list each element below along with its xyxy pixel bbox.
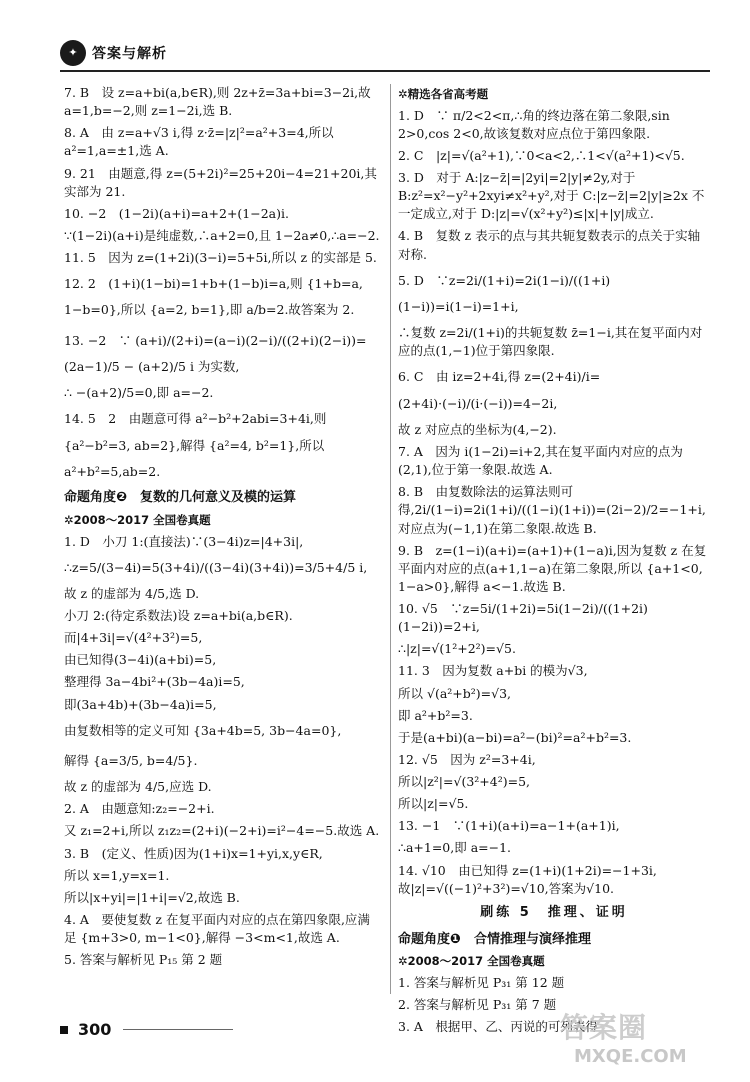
right-column: [398, 84, 710, 1041]
square-bullet-icon: [60, 1026, 68, 1034]
answer-line: 解得 {a=3/5, b=4/5}.: [64, 752, 198, 768]
section-title: 命题角度❶ 合情推理与演绎推理: [398, 931, 592, 947]
answer-line: 13. −1 ∵(1+i)(a+i)=a−1+(a+1)i,: [398, 818, 620, 834]
answer-line: 2. C |z|=√(a²+1),∵0<a<2,∴1<√(a²+1)<√5.: [398, 147, 685, 163]
answer-line: 11. 5 因为 z=(1+2i)(3−i)=5+5i,所以 z 的实部是 5.: [64, 250, 377, 265]
answer-line: 小刀 2:(待定系数法)设 z=a+bi(a,b∈R).: [64, 608, 293, 624]
book-emblem-icon: ✦: [60, 40, 86, 66]
answer-line: 3. A 根据甲、乙、丙说的可列表得: [398, 1019, 598, 1035]
answer-line: 于是(a+bi)(a−bi)=a²−(bi)²=a²+b²=3.: [398, 729, 632, 745]
answer-line: 10. √5 ∵z=5i/(1+2i)=5i(1−2i)/((1+2i)(1−2i))=2+i,: [398, 601, 648, 635]
answer-line: 14. 5 2 由题意可得 a²−b²+2abi=3+4i,则 {a²−b²=3, ab=2},解得 {a²=4, b²=1},所以 a²+b²=5,ab=2.: [64, 411, 331, 479]
column-divider: [390, 84, 391, 994]
answer-line: 整理得 3a−4bi²+(3b−4a)i=5,: [64, 674, 245, 690]
answer-line: 所以 x=1,y=x=1.: [64, 867, 170, 883]
watermark-brand: 答案圈: [560, 1011, 648, 1044]
answer-line: 7. A 因为 i(1−2i)=i+2,其在复平面内对应的点为(2,1),位于第一象限.故选 A.: [398, 444, 683, 478]
answer-line: ∵(1−2i)(a+i)是纯虚数,∴a+2=0,且 1−2a≠0,∴a=−2.: [64, 227, 380, 243]
section-subtitle: ✲精选各省高考题: [398, 87, 489, 101]
answer-line: 11. 3 因为复数 a+bi 的模为√3,: [398, 663, 588, 679]
answer-line: 8. B 由复数除法的运算法则可得,2i/(1−i)=2i(1+i)/((1−i)(1+i))=(2i−2)/2=−1+i,对应点为(−1,1)在第二象限.故选 B.: [398, 484, 706, 536]
answer-line: 10. −2 (1−2i)(a+i)=a+2+(1−2a)i.: [64, 205, 289, 221]
page-header: [0, 36, 750, 76]
answer-line: 6. C 由 iz=2+4i,得 z=(2+4i)/i=(2+4i)·(−i)/(i·(−i))=4−2i,: [398, 369, 601, 411]
answer-line: ∴复数 z=2i/(1+i)的共轭复数 z̄=1−i,其在复平面内对应的点(1,−1)位于第四象限.: [398, 325, 703, 359]
answer-line: 7. B 设 z=a+bi(a,b∈R),则 2z+z̄=3a+bi=3−2i,故 a=1,b=−2,则 z=1−2i,选 B.: [64, 85, 375, 119]
section-title: 命题角度❷ 复数的几何意义及模的运算: [64, 490, 297, 505]
answer-line: ∴a+1=0,即 a=−1.: [398, 840, 512, 856]
answer-line: 4. B 复数 z 表示的点与其共轭复数表示的点关于实轴对称.: [398, 228, 701, 262]
answer-line: 故 z 对应点的坐标为(4,−2).: [398, 421, 557, 437]
answer-line: 而|4+3i|=√(4²+3²)=5,: [64, 630, 203, 646]
answer-line: 所以 √(a²+b²)=√3,: [398, 685, 512, 701]
page-footer: [60, 1018, 233, 1041]
header-rule: [60, 70, 710, 72]
answer-line: 1. D ∵ π/2<2<π,∴角的终边落在第二象限,sin 2>0,cos 2<0,故该复数对应点位于第四象限.: [398, 107, 674, 141]
section-subtitle: ✲2008～2017 全国卷真题: [64, 512, 211, 527]
practice-title: 刷练 5 推理、证明: [480, 904, 628, 920]
page-number: 300: [77, 1020, 112, 1039]
section-subtitle: ✲2008～2017 全国卷真题: [398, 954, 545, 969]
answer-line: 3. D 对于 A:|z−z̄|=|2yi|=2|y|≠2y,对于 B:z²=x²−y²+2xyi≠x²+y²,对于 C:|z−z̄|=2|y|≥2x 不一定成立,对于 D:|z|=√(x²+y²)≤|x|+|y|成立.: [398, 170, 705, 222]
answer-line: 2. A 由题意知:z₂=−2+i.: [64, 801, 215, 817]
answer-line: 12. √5 因为 z²=3+4i,: [398, 751, 536, 767]
answer-line: 由复数相等的定义可知 {3a+4b=5, 3b−4a=0},: [64, 722, 342, 738]
answer-line: 故 z 的虚部为 4/5,应选 D.: [64, 779, 212, 795]
answer-line: ∴ −(a+2)/5=0,即 a=−2.: [64, 385, 214, 401]
answer-line: 即 a²+b²=3.: [398, 707, 473, 723]
answer-line: 13. −2 ∵ (a+i)/(2+i)=(a−i)(2−i)/((2+i)(2−i))=(2a−1)/5 − (a+2)/5 i 为实数,: [64, 332, 367, 374]
answer-line: ∴|z|=√(1²+2²)=√5.: [398, 641, 516, 657]
answer-line: 8. A 由 z=a+√3 i,得 z·z̄=|z|²=a²+3=4,所以 a²=1,a=±1,选 A.: [64, 125, 338, 159]
answer-line: 9. 21 由题意,得 z=(5+2i)²=25+20i−4=21+20i,其实部为 21.: [64, 165, 377, 199]
left-column: [64, 84, 382, 973]
footer-rule: [123, 1029, 233, 1030]
answer-line: ∴z=5/(3−4i)=5(3+4i)/((3−4i)(3+4i))=3/5+4/5 i,: [64, 559, 368, 575]
answer-line: 所以|x+yi|=|1+i|=√2,故选 B.: [64, 889, 240, 905]
answer-line: 由已知得(3−4i)(a+bi)=5,: [64, 652, 217, 668]
watermark-url: MXQE.COM: [574, 1046, 687, 1067]
answer-line: 4. A 要使复数 z 在复平面内对应的点在第四象限,应满足 {m+3>0, m−1<0},解得 −3<m<1,故选 A.: [64, 911, 370, 946]
answer-line: 故 z 的虚部为 4/5,选 D.: [64, 585, 200, 601]
answer-line: 又 z₁=2+i,所以 z₁z₂=(2+i)(−2+i)=i²−4=−5.故选 A.: [64, 823, 380, 839]
answer-line: 所以|z²|=√(3²+4²)=5,: [398, 774, 531, 790]
answer-line: 1. 答案与解析见 P₃₁ 第 12 题: [398, 975, 565, 991]
answer-line: 9. B z=(1−i)(a+i)=(a+1)+(1−a)i,因为复数 z 在复平面内对应的点(a+1,1−a)在第二象限,所以 {a+1<0, 1−a>0},解得 a<−1.故选 B.: [398, 542, 707, 594]
answer-line: 所以|z|=√5.: [398, 796, 469, 812]
answer-line: 3. B (定义、性质)因为(1+i)x=1+yi,x,y∈R,: [64, 845, 323, 861]
header-title: 答案与解析: [92, 46, 167, 62]
answer-line: 1. D 小刀 1:(直接法)∵(3−4i)z=|4+3i|,: [64, 533, 304, 549]
answer-line: 12. 2 (1+i)(1−bi)=1+b+(1−b)i=a,则 {1+b=a, 1−b=0},所以 {a=2, b=1},即 a/b=2.故答案为 2.: [64, 276, 367, 318]
answer-line: 5. D ∵z=2i/(1+i)=2i(1−i)/((1+i)(1−i))=i(1−i)=1+i,: [398, 272, 611, 314]
answer-line: 14. √10 由已知得 z=(1+i)(1+2i)=−1+3i,故|z|=√((−1)²+3²)=√10,答案为√10.: [398, 862, 657, 896]
answer-line: 2. 答案与解析见 P₃₁ 第 7 题: [398, 997, 557, 1013]
answer-line: 即(3a+4b)+(3b−4a)i=5,: [64, 696, 217, 712]
answer-line: 5. 答案与解析见 P₁₅ 第 2 题: [64, 952, 223, 968]
